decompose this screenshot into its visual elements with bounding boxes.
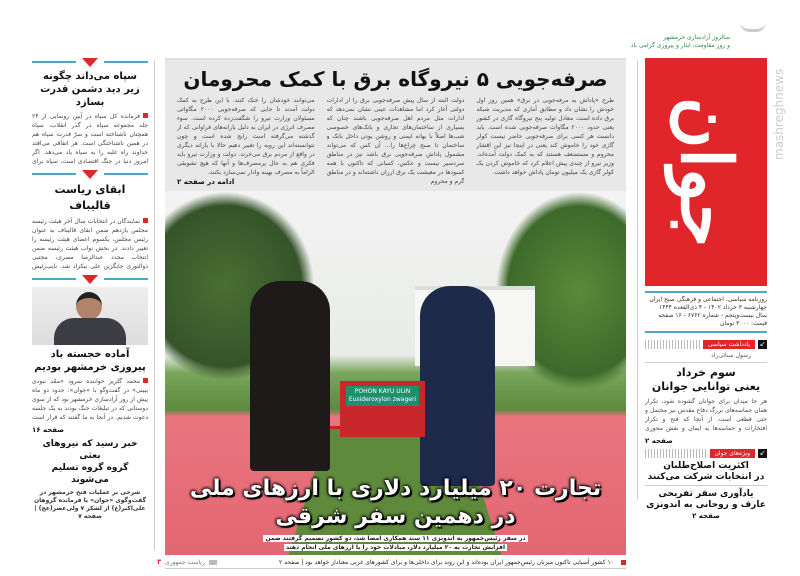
story-body: محمد گلریز خواننده سرود «ممّد نبودی ببینی» در گفت‌وگو با «جوان»: حدود دو ماه پیش از روز آزادسازی خرمشهر بود که از سوی دوستانی که در تبلیغات جنگ بودند به یک جلسه دعوت شدیم. در آنجا به ما گفتند که قرار است xyxy=(32,378,148,421)
top-story-columns xyxy=(177,96,614,187)
top-story-box xyxy=(165,58,626,191)
hatch-divider xyxy=(645,449,707,458)
arrow-icon: ↙ xyxy=(759,449,766,457)
section-tag: ویژه‌های جوان xyxy=(710,449,756,458)
story-headline[interactable] xyxy=(32,70,148,109)
story-headline[interactable] xyxy=(32,348,148,374)
photo-caption xyxy=(165,557,626,569)
column-text: طرح «پاداش به مرفه‌جویی در برق» همین روز اول خودش را نشان داد و مطابق آماری که مدیریت شبکه برق داده است، معادل تولید پنج نیروگاه گازی در کشور یعنی حدود ۲۰۰۰ مگاوات صرفه‌جویی شده است. باید دانست هر کسی برای صرفه‌جویی حاضر نیست کولر گازی خود را خاموش کند یعنی در اینجا نیز این اقشار محروم و مستضعف هستند که به کمک دولت آمده‌اند. وزیر نیرو از چندی پیش اعلام کرد که خاموش کردن یک کولر گازی یک میلیون تومان پاداش خواهد داشت. xyxy=(476,97,614,176)
continued-link[interactable]: صفحه ۷ xyxy=(78,513,102,520)
column-text: دولت البته از سال پیش صرفه‌جویی برق را از ادارات دولتی آغاز کرد اما مشاهدات عینی نشان نمی‌دهد که ادارات مثل مردم اهل صرفه‌جویی باشند چنان که بسیاری از ساختمان‌های تجاری و بانک‌های خصوصی شب‌ها اصلاً با بهانه ایمنی و روشن بودن داخل بانک و ساختمان تا صبح چراغ‌ها را... آن کس که می‌تواند مشمول پاداش صرفه‌جویی برق باشد نیز در مناطق سردسیر نیست و عکس، کسانی که تاکنون با همه کمبودها در معیشت یک برق ارزان داشته‌اند و در مناطق گرم و محروم xyxy=(326,97,465,185)
headline-line: آماده خجسته باد xyxy=(50,349,130,360)
headline-line: خبر رسید که نیروهای بعثی xyxy=(42,439,138,461)
page-ref[interactable]: صفحه ۲ xyxy=(692,512,720,520)
occasion-note xyxy=(580,34,730,50)
continued-link[interactable]: صفحه ۲ xyxy=(645,437,673,445)
subhead-line: افزایش تجارت به ۲۰ میلیارد دلار، مبادلات خود را با ارزهای ملی انجام دهند xyxy=(285,544,506,551)
masthead-logo: جوان xyxy=(645,58,767,286)
headline-line: یعنی توانایی جوانان xyxy=(651,380,761,393)
occasion-line: سالروز آزادسازی خرمشهر xyxy=(663,34,730,41)
plaque xyxy=(340,381,425,437)
editorial-body: هر جا میدان برای جوانان گشوده شود، تکرار همان حماسه‌های بزرگ دفاع مقدس نیز محتمل و حتی قطعی است. از آنجا که فتح و تکرار افتخارات و حماسه‌ها به ایمان و نقش محوری xyxy=(645,398,767,432)
story-headline[interactable] xyxy=(32,438,148,486)
photo-headline[interactable] xyxy=(165,475,626,531)
story-body: نمایندگان در انتخابات سال آخر هیئت رئیسه مجلس یازدهم ضمن ابقای قالیباف به عنوان رئیس مجلس، یکسوم اعضای هیئت رئیسه را تغییر دادند. در بخش نواب هیئت رئیسه ضمن انتخاب مجدد عبدالرضا مصری، مجتبی ذوالنوری جایگزین علی نیکزاد شد. نایب‌رئیس xyxy=(32,218,148,270)
watermark: mashreghnews xyxy=(772,68,786,160)
issue-info xyxy=(645,296,767,328)
arrow-icon: ↙ xyxy=(759,340,766,348)
subhead-line: در سفر رئیس‌جمهور به اندونزی ۱۱ سند همکاری امضا شد، دو کشور تصمیم گرفتند ضمن xyxy=(265,535,526,542)
headline-line: تجارت ۲۰ میلیارد دلاری با ارزهای ملی xyxy=(189,476,602,501)
headline-line: عارف و روحانی به اندونزی xyxy=(646,500,766,510)
editorial-headline xyxy=(645,366,767,394)
page-ref-number: ۳ xyxy=(157,558,162,566)
headline-line: سوم خرداد xyxy=(676,366,736,379)
issue-number: سال بیست‌وپنجم - شماره ۶۷۶۲ - ۱۶ صفحه xyxy=(658,312,767,319)
headline-line: اکثریت اصلاح‌طلبان xyxy=(663,461,749,471)
headline-line: زیر دید دشمن قدرت بسازد xyxy=(40,84,140,108)
plaque-text: POHON KAYU ULIN xyxy=(354,388,411,395)
hatch-divider xyxy=(645,340,700,349)
section-marker xyxy=(32,169,148,179)
section-marker xyxy=(32,274,148,284)
headline-line: پیروزی خرمشهر بودیم xyxy=(34,362,146,373)
rule xyxy=(645,331,767,333)
teaser-headline[interactable] xyxy=(645,489,767,521)
left-column xyxy=(32,57,148,572)
story-headline[interactable]: ابقای ریاست قالیباف xyxy=(54,183,126,212)
person-right xyxy=(420,286,495,486)
jacket xyxy=(54,318,126,345)
headline-line: گروه گروه تسلیم می‌شوند xyxy=(51,463,129,485)
story-summary: شرحی بر عملیات فتح خرمشهر در گفت‌وگوی «جوان» با فرمانده گروهان علی‌اکبر(ع) از لشکر ۷ ولی‌عصر(عج) | صفحه ۷ xyxy=(34,489,146,520)
column-text: می‌توانند خودشان را خنک کنند. با این طرح به کمک دولت آمدند تا جایی که صرفه‌جویی ۲۰۰۰ مگاواتی مسئولان وزارت نیرو را شگفت‌زده کرده است. سوء مصرف انرژی در ایران به دلیل یارانه‌های فراوانی که از گذشته می‌گرفته است رایج شده است و چون نتوانسته‌اند این رویه را تغییر دهیم حالا با یارانه دیگری در واقع از مردم برق می‌خرند. دولت و وزارت نیرو باید فکری هم به حال پرمصرف‌ها و آنها که هیچ تشویقی الزاماً به مصرف بهینه وادار نمی‌سازد بکنند. xyxy=(176,97,315,176)
teaser-headline[interactable] xyxy=(645,461,767,486)
story-body: فرمانده کل سپاه در آیین رونمایی از ۲۴ جلد مجموعه سپاه در گذر انقلاب، سپاه همچنان ناشناخته است و سرّ قدرت سپاه هم در همین ناشناختگی است. هر اتفاقی می‌افتد خداوند راه غلبه را به سپاه یاد می‌دهد. اگر امروز دنیا در جنگ اقتصادی است، سپاه برای xyxy=(32,113,148,165)
section-marker xyxy=(32,57,148,67)
plaque-sign xyxy=(346,386,419,406)
occasion-line: و روز مقاومت، ایثار و پیروزی گرامی باد xyxy=(630,42,730,49)
face xyxy=(76,292,102,320)
top-story-headline[interactable]: صرفه‌جویی ۵ نیروگاه برق با کمک محرومان xyxy=(183,67,608,91)
column-last xyxy=(177,96,315,187)
right-column xyxy=(645,291,767,574)
continued-link[interactable]: صفحه ۱۶ xyxy=(32,426,65,434)
headline-line: در انتخابات شرکت می‌کنند xyxy=(647,472,765,482)
author: رسول سنائی‌راد xyxy=(645,352,767,363)
issue-price: قیمت: ۳۰۰۰ تومان xyxy=(720,320,767,327)
bullet-icon xyxy=(621,560,626,565)
section-header xyxy=(645,340,767,349)
issue-date: چهارشنبه ۳ خرداد ۱۴۰۲ - ۴ ذی‌القعده ۱۴۴۴ xyxy=(659,304,767,311)
continued-link[interactable]: ادامه در صفحه ۲ xyxy=(176,178,235,186)
camera-icon xyxy=(209,560,217,565)
photo-subhead xyxy=(263,534,527,552)
rule xyxy=(645,291,767,293)
section-tag: یادداشت سیاسی xyxy=(703,340,755,349)
person-left xyxy=(250,281,330,471)
column-divider xyxy=(154,60,155,550)
site-logo-mark xyxy=(740,14,766,32)
section-header xyxy=(645,449,767,458)
caption-text: ۱۰ کشور آسیایی تاکنون میزبان رئیس‌جمهور ایران بوده‌اند و این روند برای داخلی‌ها و برای کشورهای غربی معنادار خواهد بود | صفحه ۲ xyxy=(278,559,614,566)
headline-line: یادآوری سفر تفریحی xyxy=(658,489,754,499)
photo-credit: ریاست جمهوری xyxy=(165,559,205,566)
headline-line: سپاه می‌داند چگونه xyxy=(42,71,138,82)
column-divider xyxy=(637,60,638,500)
plaque-text: Eusideroxylon zwageri xyxy=(348,396,417,403)
headline-line: در دهمین سفر شرقی xyxy=(275,504,516,529)
photo-text-block xyxy=(165,475,626,552)
issue-info-line: روزنامه سیاسی، اجتماعی و فرهنگی صبح ایران xyxy=(649,296,767,303)
interview-photo xyxy=(32,287,148,345)
